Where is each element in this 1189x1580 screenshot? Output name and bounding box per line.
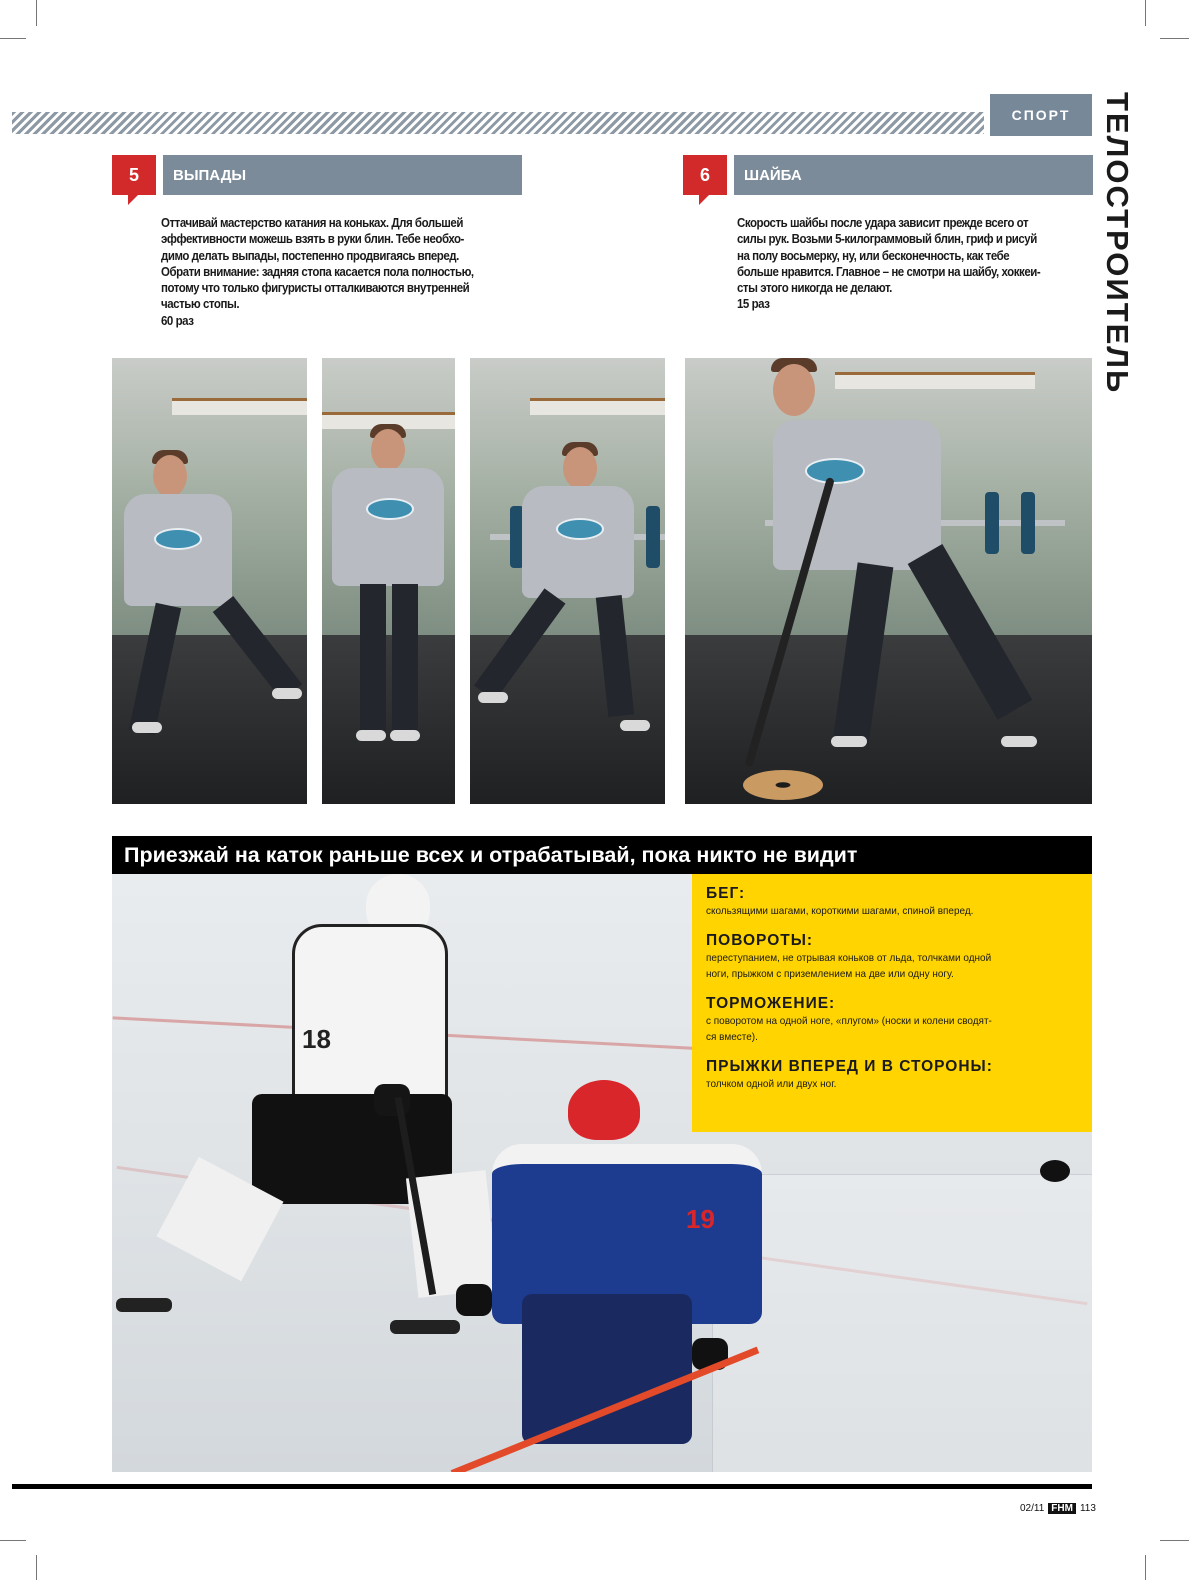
crop-mark (1160, 1540, 1189, 1541)
exercise-6-header (683, 155, 1093, 195)
exercise-5-description: Оттачивай мастерство катания на коньках. Для большей эффективности можешь взять в руки блин. Тебе необхо- димо делать выпады, постепенно продвигаясь вперед. Обрати внимание: задняя стопа касается пола полностью, потому что только фигуристы отталкиваются внутренней частью стопы. 60 раз (161, 215, 529, 329)
exercise-number: 5 (112, 155, 156, 195)
tip-text: скользящими шагами, короткими шагами, спиной вперед. (706, 905, 974, 917)
tip-heading: БЕГ: (706, 885, 746, 902)
tip-heading: ПОВОРОТЫ: (706, 932, 814, 949)
header-hatch-stripe (12, 112, 984, 134)
puck-exercise-photo (685, 358, 1092, 804)
section-tag: СПОРТ (990, 94, 1092, 136)
exercise-title: ШАЙБА (734, 155, 1093, 195)
tip-text: с поворотом на одной ноге, «плугом» (носки и колени сводят- (706, 1015, 992, 1027)
lunge-photo-3 (470, 358, 665, 804)
hockey-game-photo: 18 19 (112, 874, 1092, 1472)
lunge-photo-1 (112, 358, 307, 804)
skating-tips-box (692, 874, 1092, 1132)
tip-text: толчком одной или двух ног. (706, 1078, 837, 1090)
magazine-logo: FHM (1048, 1503, 1076, 1514)
tip-heading: ПРЫЖКИ ВПЕРЕД И В СТОРОНЫ: (706, 1058, 993, 1075)
rubric-vertical-title: ТЕЛОСТРОИТЕЛЬ (1100, 92, 1135, 395)
exercise-title: ВЫПАДЫ (163, 155, 522, 195)
exercise-repetitions: 15 раз (737, 297, 770, 312)
puck (1040, 1160, 1070, 1182)
exercise-5-header (112, 155, 522, 195)
crop-mark (1145, 0, 1146, 26)
tip-text: переступанием, не отрывая коньков от льда, толчками одной (706, 952, 992, 964)
exercise-repetitions: 60 раз (161, 313, 194, 328)
exercise-number: 6 (683, 155, 727, 195)
tip-text: ся вместе). (706, 1031, 758, 1043)
issue-number: 02/11 (1020, 1503, 1045, 1514)
tip-text: ноги, прыжком с приземлением на две или одну ногу. (706, 968, 954, 980)
section-banner: Приезжай на каток раньше всех и отрабатывай, пока никто не видит (112, 836, 1092, 874)
tip-heading: ТОРМОЖЕНИЕ: (706, 995, 836, 1012)
page-number: 113 (1079, 1503, 1096, 1514)
exercise-6-description: Скорость шайбы после удара зависит прежде всего от силы рук. Возьми 5-килограммовый блин, гриф и рисуй на полу восьмерку, ну, или бесконечность, как тебе больше нравится. Главное – не смотри на шайбу, хоккеи- сты этого никогда не делают. 15 раз (737, 215, 1091, 313)
page-footer (1020, 1503, 1096, 1514)
footer-rule (12, 1484, 1092, 1489)
crop-mark (36, 0, 37, 26)
crop-mark (1145, 1555, 1146, 1580)
crop-mark (36, 1555, 37, 1580)
lunge-photo-2 (322, 358, 455, 804)
crop-mark (1160, 38, 1189, 39)
crop-mark (0, 1540, 26, 1541)
crop-mark (0, 38, 26, 39)
